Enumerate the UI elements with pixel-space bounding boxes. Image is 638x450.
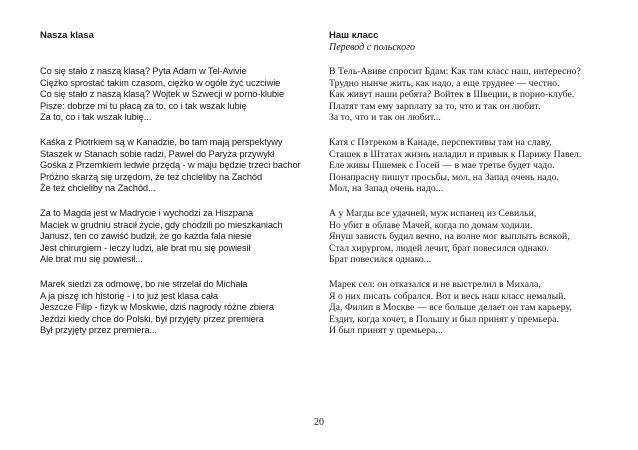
russian-poem-title: Наш класс	[329, 30, 379, 41]
poem-line: Брат повесился однако...	[329, 254, 432, 266]
poem-line: Jest chirurgiem - leczy ludzi, ale brat mu się powiesił	[40, 242, 251, 253]
poem-line: Za to Magda jest w Madrycie i wychodzi za Hiszpana	[40, 207, 254, 218]
poem-line: Że też chcieliby na Zachód...	[40, 183, 156, 194]
poem-line: Próżno skarżą się urzędom, że też chcieliby na Zachód	[40, 171, 263, 182]
poem-line: Staszek w Stanach sobie radzi, Paweł do Paryża przywykł	[40, 148, 275, 159]
poem-line: Но убит в облаве Мачей, когда по домам ходили.	[329, 219, 533, 231]
poem-line: Да, Филип в Москве — все больше делает он там карьеру,	[329, 302, 572, 314]
poem-line: Сташек в Штатах жизнь наладил и привык к Парижу Павел.	[329, 148, 582, 160]
poem-line: Gośka z Przemkiem ledwie przędą - w maju będzie trzeci bachor	[40, 160, 301, 171]
poem-line: Еле живы Пшемек с Госей — в мае третье будет чадо.	[329, 160, 555, 172]
stanza	[329, 137, 619, 195]
poem-line: Pisze: dobrze mi tu płacą za to, co i tak wszak lubię	[40, 100, 247, 111]
poem-line: За то, что и так он любит...	[329, 112, 441, 124]
poem-line: Платят там ему зарплату за то, что и так он любит.	[329, 100, 541, 112]
stanza	[329, 66, 619, 124]
polish-poem-title: Nasza klasa	[40, 30, 94, 41]
stanza	[40, 137, 330, 195]
stanza	[329, 279, 619, 337]
poem-line: A ja piszę ich historię - i to już jest klasa cała	[40, 290, 218, 301]
poem-line: Jeździ kiedy chce do Polski, był przyjęty przez premiera	[40, 313, 264, 324]
subtitle-gap	[329, 54, 619, 66]
poem-line: Co się stało z naszą klasą? Wojtek w Szwecji w porno-klubie	[40, 89, 285, 100]
poem-line: Maciek w grudniu stracił życie, gdy chodzili po mieszkaniach	[40, 219, 283, 230]
stanza	[40, 208, 330, 266]
poem-line: Ciężko sprostać takim czasom, ciężko w ogóle żyć uczciwie	[40, 77, 281, 88]
poem-line: Był przyjęty przez premiera...	[40, 325, 157, 336]
poem-line: И был принят у премьера...	[329, 325, 443, 337]
poem-line: Marek siedzi za odmowę, bo nie strzelał do Michała	[40, 278, 248, 289]
page-number: 20	[314, 417, 324, 428]
stanza	[40, 66, 330, 124]
poem-line: Как живут наши ребята? Войтек в Швеции, в порно-клубе.	[329, 89, 575, 101]
title-gap	[40, 42, 330, 66]
polish-poem-column	[40, 30, 330, 350]
poem-line: Co się stało z naszą klasą? Pyta Adam w Tel-Avivie	[40, 66, 247, 76]
poem-line: Za to, co i tak wszak lubię...	[40, 112, 152, 123]
poem-line: Януш зависть будил вечно, на волне мог выплыть всякой,	[329, 231, 570, 243]
russian-poem-column	[329, 30, 619, 350]
poem-line: А у Магды все удачней, муж испанец из Севильи,	[329, 207, 537, 219]
poem-line: Катя с Пэтреком в Канаде, перспективы там на славу,	[329, 136, 552, 148]
poem-line: Janusz, ten co zawiść budził, że go każda fala niesie	[40, 231, 252, 242]
poem-line: Мол, на Запад очень надо...	[329, 183, 444, 195]
poem-line: Jeszcze Filip - fizyk w Moskwie, dziś nagrody różne zbiera	[40, 302, 274, 313]
poem-line: Трудно нынче жить, как надо, а еще труднее — честно.	[329, 77, 560, 89]
translation-subtitle: Перевод с польского	[329, 42, 415, 53]
poem-line: Ездит, когда хочет, в Польшу и был принят у премьера.	[329, 313, 559, 325]
stanza	[329, 208, 619, 266]
stanza	[40, 279, 330, 337]
poem-line: Ale brat mu się powiesił...	[40, 254, 143, 265]
poem-line: В Тель-Авиве спросит Бдам: Как там класс наш, интересно?	[329, 66, 581, 77]
poem-line: Стал хирургом, людей лечит, брат повесился однако.	[329, 242, 549, 254]
poem-line: Kaśka z Piotrkiem są w Kanadzie, bo tam mają perspektywy	[40, 136, 283, 147]
poem-line: Понапрасну пишут просьбы, мол, на Запад очень надо.	[329, 171, 560, 183]
russian-stanzas	[329, 66, 619, 337]
poem-line: Марек сел: он отказался и не выстрелил в Михала,	[329, 278, 541, 290]
polish-stanzas	[40, 66, 330, 337]
poem-line: Я о них писать собрался. Вот и весь наш класс немалый.	[329, 290, 566, 302]
